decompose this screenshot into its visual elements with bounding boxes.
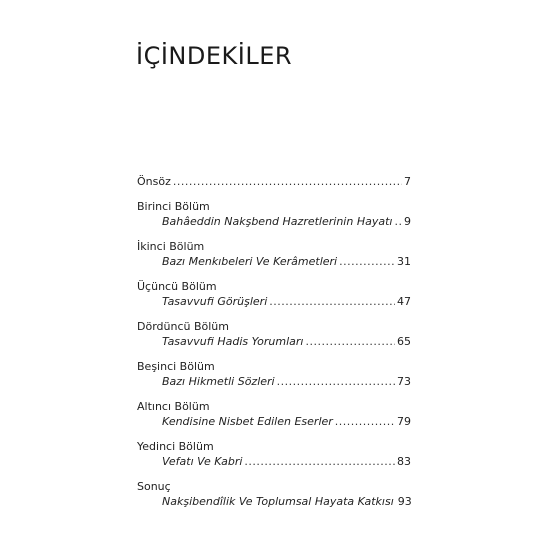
table-of-contents: [137, 174, 411, 509]
toc-entry-chapter-7[interactable]: [137, 439, 411, 469]
toc-entry-chapter-3[interactable]: [137, 279, 411, 309]
toc-heading: Beşinci Bölüm: [137, 360, 215, 373]
dot-leader: [173, 174, 402, 189]
toc-entry-chapter-5[interactable]: [137, 359, 411, 389]
toc-subtitle: Vefatı Ve Kabri: [162, 455, 243, 468]
dot-leader: [335, 414, 395, 429]
toc-subtitle: Bazı Menkıbeleri Ve Kerâmetleri: [162, 255, 338, 268]
dot-leader: [305, 334, 395, 349]
toc-heading: Üçüncü Bölüm: [137, 280, 217, 293]
toc-page-number: 47: [397, 295, 411, 308]
toc-heading: Önsöz: [137, 175, 171, 188]
toc-entry-preface[interactable]: [137, 174, 411, 189]
toc-entry-chapter-2[interactable]: [137, 239, 411, 269]
toc-entry-conclusion[interactable]: [137, 479, 411, 509]
toc-subtitle: Nakşibendîlik Ve Toplumsal Hayata Katkısı: [162, 495, 394, 508]
toc-subtitle: Kendisine Nisbet Edilen Eserler: [162, 415, 333, 428]
toc-heading: Altıncı Bölüm: [137, 400, 210, 413]
dot-leader: [269, 294, 395, 309]
dot-leader: [244, 454, 395, 469]
toc-heading: İkinci Bölüm: [137, 240, 205, 253]
toc-subtitle: Tasavvufi Görüşleri: [162, 295, 268, 308]
dot-leader: [394, 214, 402, 229]
toc-page-number: 31: [397, 255, 411, 268]
toc-page-number: 9: [404, 215, 411, 228]
toc-heading: Dördüncü Bölüm: [137, 320, 229, 333]
toc-subtitle: Bahâeddin Nakşbend Hazretlerinin Hayatı: [162, 215, 393, 228]
toc-page-number: 73: [397, 375, 411, 388]
toc-page-number: 93: [397, 495, 412, 508]
toc-heading: Yedinci Bölüm: [137, 440, 214, 453]
page-title: İÇİNDEKİLER: [136, 42, 293, 70]
dot-leader: [339, 254, 395, 269]
toc-page-number: 79: [397, 415, 411, 428]
dot-leader: [277, 374, 395, 389]
toc-page-number: 7: [404, 175, 411, 188]
toc-heading: Birinci Bölüm: [137, 200, 210, 213]
toc-entry-chapter-4[interactable]: [137, 319, 411, 349]
toc-entry-chapter-1[interactable]: [137, 199, 411, 229]
toc-page-number: 65: [397, 335, 411, 348]
toc-subtitle: Tasavvufi Hadis Yorumları: [162, 335, 304, 348]
toc-subtitle: Bazı Hikmetli Sözleri: [162, 375, 275, 388]
toc-page-number: 83: [397, 455, 411, 468]
toc-heading: Sonuç: [137, 480, 171, 493]
toc-entry-chapter-6[interactable]: [137, 399, 411, 429]
